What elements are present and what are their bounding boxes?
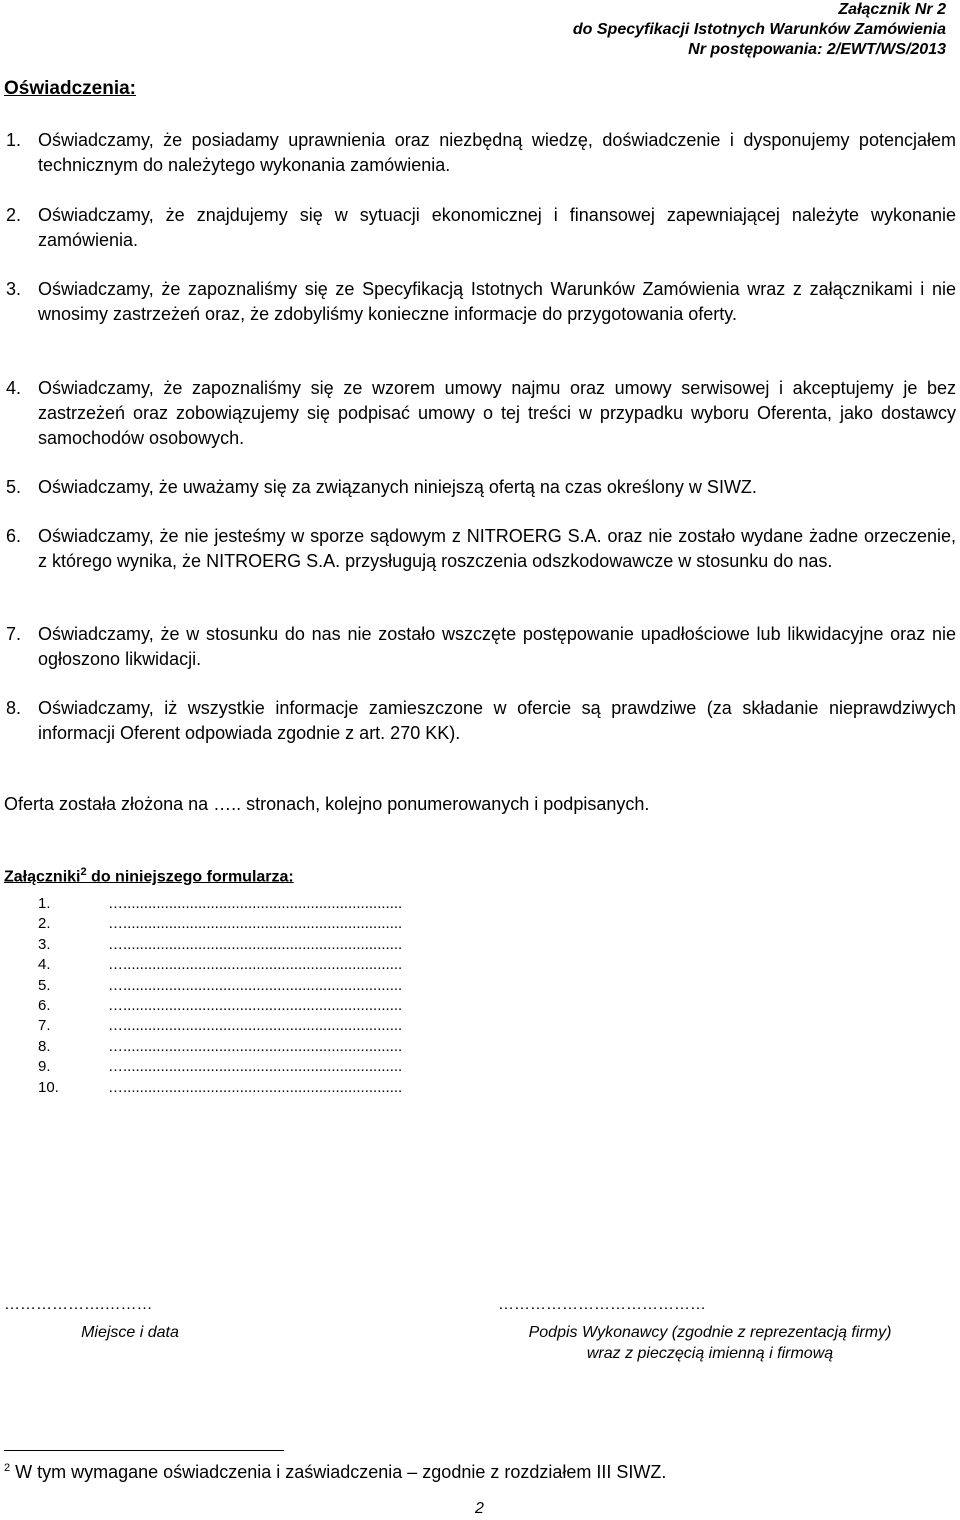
attachment-number: 10. (38, 1078, 59, 1096)
statement-item (6, 277, 956, 327)
attachment-line (38, 914, 402, 934)
statement-number: 3. (6, 279, 22, 299)
statement-number: 2. (6, 205, 22, 225)
attachment-line (38, 996, 402, 1016)
statement-item (6, 622, 956, 672)
statement-text: Oświadczamy, że znajdujemy się w sytuacji ekonomicznej i finansowej zapewniającej należyte wykonanie zamówienia. (38, 205, 956, 250)
page-title: Oświadczenia: (4, 78, 136, 99)
attachment-line (38, 1078, 402, 1098)
attachment-number: 9. (38, 1058, 51, 1076)
attachment-blank[interactable]: …................................................................... (108, 1017, 403, 1035)
attachment-blank[interactable]: …................................................................... (108, 1078, 403, 1096)
attachment-blank[interactable]: …................................................................... (108, 1058, 403, 1076)
attachments-heading-label: Załączniki (4, 868, 81, 886)
footnote (4, 1462, 666, 1483)
attachment-number: 3. (38, 935, 51, 953)
signature-caption-line1: Podpis Wykonawcy (zgodnie z reprezentacją firmy) (528, 1324, 892, 1341)
attachment-blank[interactable]: …................................................................... (108, 956, 403, 974)
page-number: 2 (475, 1500, 484, 1517)
attachment-number: 4. (38, 956, 51, 974)
attachment-number: 5. (38, 976, 51, 994)
attachments-heading (4, 866, 294, 886)
statement-number: 5. (6, 477, 22, 497)
attachment-number: 6. (38, 996, 51, 1014)
attachment-number: 8. (38, 1037, 51, 1055)
statement-item (6, 376, 956, 451)
attachment-blank[interactable]: …................................................................... (108, 895, 403, 912)
header-attachment-number: Załącznik Nr 2 (838, 1, 946, 18)
statement-text: Oświadczamy, że uważamy się za związanych niniejszą ofertą na czas określony w SIWZ. (38, 477, 757, 497)
footnote-reference: 2 (80, 866, 87, 878)
footnote-marker: 2 (4, 1462, 11, 1474)
attachment-line (38, 894, 402, 914)
attachment-blank[interactable]: …................................................................... (108, 1037, 403, 1055)
footnote-text: W tym wymagane oświadczenia i zaświadczenia – zgodnie z rozdziałem III SIWZ. (10, 1462, 667, 1482)
statement-text: Oświadczamy, że zapoznaliśmy się ze Specyfikacją Istotnych Warunków Zamówienia wraz z załącznikami i nie wnosimy zastrzeżeń oraz, że zdobyliśmy konieczne informacje do przygotowania oferty. (38, 279, 956, 324)
statement-text: Oświadczamy, że nie jesteśmy w sporze sądowym z NITROERG S.A. oraz nie zostało wydane żadne orzeczenie, z którego wynika, że NITROERG S.A. przysługują roszczenia odszkodowawcze w stosunku do nas. (38, 526, 956, 571)
attachment-blank[interactable]: …................................................................... (108, 915, 403, 933)
statement-number: 7. (6, 624, 22, 644)
statement-item (6, 128, 956, 178)
statement-item (6, 203, 956, 253)
attachments-heading-rest: do niniejszego formularza: (86, 868, 294, 886)
place-date-caption: Miejsce i data (81, 1324, 179, 1341)
header-procedure-number: Nr postępowania: 2/EWT/WS/2013 (688, 41, 946, 58)
attachment-line (38, 1057, 402, 1077)
signature-caption-line2: wraz z pieczęcią imienną i firmową (586, 1345, 834, 1362)
statement-number: 6. (6, 526, 22, 546)
signature-blank[interactable]: ………………………………… (498, 1296, 706, 1313)
offer-pages-statement: Oferta została złożona na ….. stronach, kolejno ponumerowanych i podpisanych. (4, 794, 650, 814)
attachment-number: 1. (38, 895, 51, 912)
statement-number: 4. (6, 378, 22, 398)
attachment-blank[interactable]: …................................................................... (108, 976, 403, 994)
document-header (573, 0, 946, 60)
attachment-line (38, 976, 402, 996)
attachment-line (38, 1016, 402, 1036)
attachment-number: 2. (38, 915, 51, 933)
place-date-blank[interactable]: ……………….……… (4, 1296, 153, 1313)
statement-number: 1. (6, 130, 22, 150)
attachment-line (38, 935, 402, 955)
signature-caption (480, 1322, 940, 1364)
footnote-separator (4, 1450, 284, 1451)
attachment-number: 7. (38, 1017, 51, 1035)
statement-text: Oświadczamy, że zapoznaliśmy się ze wzorem umowy najmu oraz umowy serwisowej i akceptujemy je bez zastrzeżeń oraz zobowiązujemy się podpisać umowy o tej treści w przypadku wyboru Oferenta, jako dostawcy samochodów osobowych. (38, 378, 956, 448)
statement-item (6, 524, 956, 574)
statement-number: 8. (6, 698, 22, 718)
attachments-list (38, 894, 402, 1098)
statement-item (6, 475, 956, 500)
statement-text: Oświadczamy, iż wszystkie informacje zamieszczone w ofercie są prawdziwe (za składanie nieprawdziwych informacji Oferent odpowiada zgodnie z art. 270 KK). (38, 698, 956, 743)
attachment-line (38, 955, 402, 975)
statement-text: Oświadczamy, że w stosunku do nas nie zostało wszczęte postępowanie upadłościowe lub likwidacyjne oraz nie ogłoszono likwidacji. (38, 624, 956, 669)
attachment-blank[interactable]: …................................................................... (108, 935, 403, 953)
attachment-blank[interactable]: …................................................................... (108, 996, 403, 1014)
attachment-line (38, 1037, 402, 1057)
statement-text: Oświadczamy, że posiadamy uprawnienia oraz niezbędną wiedzę, doświadczenie i dysponujemy potencjałem technicznym do należytego wykonania zamówienia. (38, 130, 956, 175)
header-spec-reference: do Specyfikacji Istotnych Warunków Zamówienia (572, 21, 946, 38)
statement-item (6, 696, 956, 746)
